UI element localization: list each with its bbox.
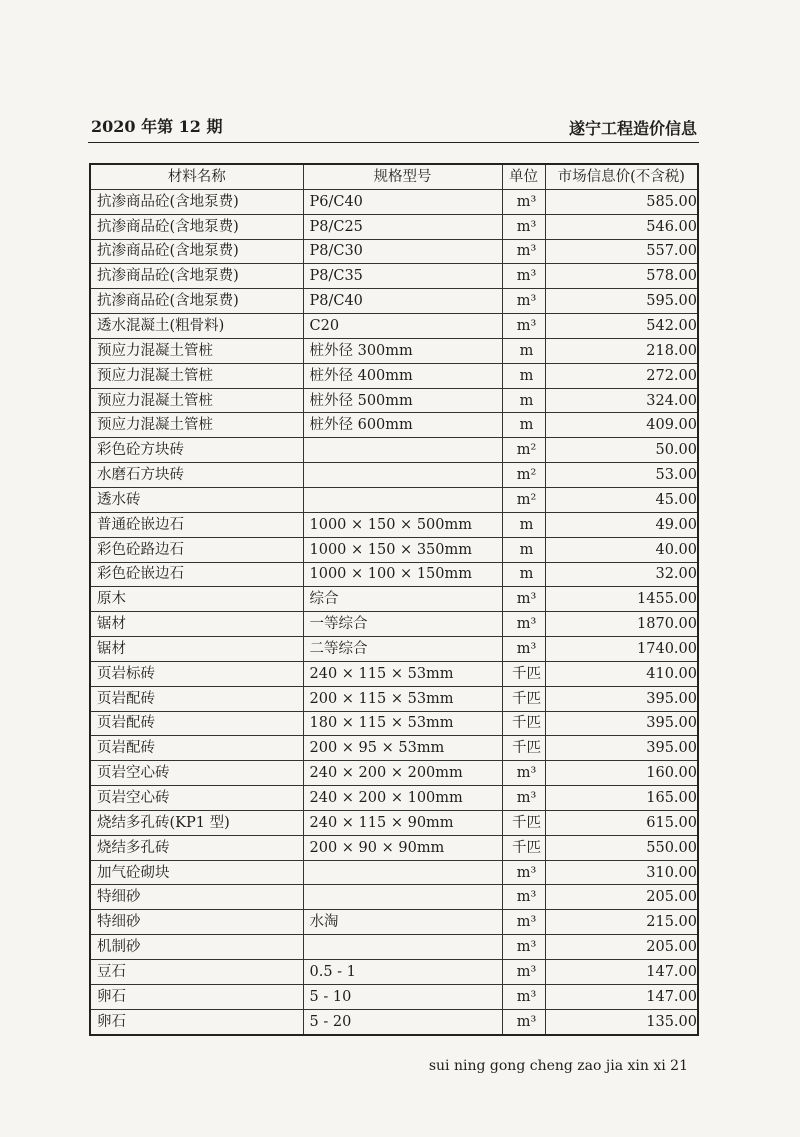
table-row	[90, 885, 698, 910]
cell-spec: 240 × 115 × 53mm	[303, 661, 502, 686]
table-row	[90, 463, 698, 488]
cell-price: 45.00	[545, 487, 698, 512]
cell-price: 215.00	[545, 910, 698, 935]
cell-material-name: 透水混凝土(粗骨料)	[90, 314, 303, 339]
header-divider	[88, 142, 699, 143]
cell-price: 585.00	[545, 189, 698, 214]
cell-material-name: 预应力混凝土管桩	[90, 413, 303, 438]
table-row	[90, 487, 698, 512]
cell-price: 53.00	[545, 463, 698, 488]
cell-material-name: 预应力混凝土管桩	[90, 363, 303, 388]
cell-unit: 千匹	[502, 810, 545, 835]
cell-material-name: 抗渗商品砼(含地泵费)	[90, 214, 303, 239]
table-row	[90, 612, 698, 637]
cell-price: 615.00	[545, 810, 698, 835]
cell-unit: m³	[502, 860, 545, 885]
cell-material-name: 锯材	[90, 637, 303, 662]
table-row	[90, 835, 698, 860]
cell-price: 557.00	[545, 239, 698, 264]
cell-material-name: 页岩配砖	[90, 711, 303, 736]
cell-price: 395.00	[545, 686, 698, 711]
cell-material-name: 烧结多孔砖	[90, 835, 303, 860]
cell-unit: m²	[502, 438, 545, 463]
cell-price: 1870.00	[545, 612, 698, 637]
cell-unit: m³	[502, 264, 545, 289]
cell-price: 395.00	[545, 736, 698, 761]
cell-material-name: 特细砂	[90, 885, 303, 910]
table-body	[90, 189, 698, 1034]
table-row	[90, 960, 698, 985]
cell-price: 1455.00	[545, 587, 698, 612]
table-row	[90, 810, 698, 835]
table-row	[90, 289, 698, 314]
cell-spec: 桩外径 300mm	[303, 338, 502, 363]
cell-material-name: 烧结多孔砖(KP1 型)	[90, 810, 303, 835]
cell-material-name: 卵石	[90, 1009, 303, 1034]
column-header-name: 材料名称	[90, 164, 303, 189]
cell-price: 160.00	[545, 761, 698, 786]
cell-spec	[303, 885, 502, 910]
cell-material-name: 抗渗商品砼(含地泵费)	[90, 264, 303, 289]
cell-price: 395.00	[545, 711, 698, 736]
table-row	[90, 189, 698, 214]
cell-material-name: 页岩配砖	[90, 686, 303, 711]
table-row	[90, 264, 698, 289]
cell-unit: m³	[502, 214, 545, 239]
cell-unit: m³	[502, 189, 545, 214]
cell-unit: m	[502, 388, 545, 413]
cell-spec: 200 × 90 × 90mm	[303, 835, 502, 860]
table-row	[90, 736, 698, 761]
cell-price: 32.00	[545, 562, 698, 587]
table-row	[90, 363, 698, 388]
table-row	[90, 587, 698, 612]
cell-price: 49.00	[545, 512, 698, 537]
cell-unit: 千匹	[502, 736, 545, 761]
table-row	[90, 239, 698, 264]
cell-spec: P6/C40	[303, 189, 502, 214]
table-header-row	[90, 164, 698, 189]
table-row	[90, 413, 698, 438]
table-row	[90, 314, 698, 339]
table-row	[90, 686, 698, 711]
cell-unit: m³	[502, 935, 545, 960]
cell-material-name: 豆石	[90, 960, 303, 985]
cell-unit: m³	[502, 761, 545, 786]
cell-spec: 1000 × 150 × 350mm	[303, 537, 502, 562]
cell-price: 578.00	[545, 264, 698, 289]
issue-label: 2020 年第 12 期	[91, 117, 223, 136]
cell-unit: m	[502, 512, 545, 537]
cell-material-name: 预应力混凝土管桩	[90, 338, 303, 363]
cell-material-name: 彩色砼嵌边石	[90, 562, 303, 587]
cell-material-name: 页岩空心砖	[90, 761, 303, 786]
table-row	[90, 562, 698, 587]
table-row	[90, 438, 698, 463]
column-header-spec: 规格型号	[303, 164, 502, 189]
cell-price: 1740.00	[545, 637, 698, 662]
cell-unit: 千匹	[502, 661, 545, 686]
cell-spec: 二等综合	[303, 637, 502, 662]
cell-unit: m²	[502, 487, 545, 512]
cell-unit: m	[502, 338, 545, 363]
cell-unit: m³	[502, 612, 545, 637]
cell-spec	[303, 860, 502, 885]
table-row	[90, 661, 698, 686]
cell-material-name: 抗渗商品砼(含地泵费)	[90, 189, 303, 214]
cell-spec: 0.5 - 1	[303, 960, 502, 985]
table-row	[90, 786, 698, 811]
table-row	[90, 860, 698, 885]
cell-material-name: 水磨石方块砖	[90, 463, 303, 488]
cell-unit: m³	[502, 637, 545, 662]
cell-spec: P8/C40	[303, 289, 502, 314]
cell-material-name: 彩色砼方块砖	[90, 438, 303, 463]
table-row	[90, 1009, 698, 1034]
cell-spec: 5 - 20	[303, 1009, 502, 1034]
cell-price: 550.00	[545, 835, 698, 860]
cell-unit: m³	[502, 239, 545, 264]
cell-spec	[303, 463, 502, 488]
cell-material-name: 页岩空心砖	[90, 786, 303, 811]
table-row	[90, 935, 698, 960]
cell-material-name: 原木	[90, 587, 303, 612]
cell-price: 542.00	[545, 314, 698, 339]
cell-spec: 1000 × 150 × 500mm	[303, 512, 502, 537]
cell-spec: 5 - 10	[303, 984, 502, 1009]
cell-spec: P8/C30	[303, 239, 502, 264]
cell-price: 50.00	[545, 438, 698, 463]
publication-title: 遂宁工程造价信息	[568, 119, 697, 138]
cell-material-name: 抗渗商品砼(含地泵费)	[90, 239, 303, 264]
cell-material-name: 机制砂	[90, 935, 303, 960]
cell-spec: 桩外径 500mm	[303, 388, 502, 413]
cell-spec: 一等综合	[303, 612, 502, 637]
cell-spec: P8/C35	[303, 264, 502, 289]
cell-price: 205.00	[545, 935, 698, 960]
cell-spec: 桩外径 400mm	[303, 363, 502, 388]
cell-unit: m	[502, 363, 545, 388]
table-row	[90, 711, 698, 736]
cell-price: 272.00	[545, 363, 698, 388]
cell-spec: 综合	[303, 587, 502, 612]
cell-unit: 千匹	[502, 835, 545, 860]
cell-unit: m³	[502, 786, 545, 811]
cell-unit: m³	[502, 289, 545, 314]
cell-unit: m³	[502, 1009, 545, 1034]
cell-material-name: 页岩标砖	[90, 661, 303, 686]
cell-unit: 千匹	[502, 686, 545, 711]
cell-price: 595.00	[545, 289, 698, 314]
cell-price: 410.00	[545, 661, 698, 686]
cell-spec	[303, 487, 502, 512]
cell-spec: 1000 × 100 × 150mm	[303, 562, 502, 587]
cell-material-name: 透水砖	[90, 487, 303, 512]
cell-unit: m	[502, 537, 545, 562]
cell-unit: m³	[502, 314, 545, 339]
cell-material-name: 彩色砼路边石	[90, 537, 303, 562]
cell-spec	[303, 935, 502, 960]
cell-spec: P8/C25	[303, 214, 502, 239]
cell-unit: m³	[502, 960, 545, 985]
cell-price: 135.00	[545, 1009, 698, 1034]
table-row	[90, 512, 698, 537]
cell-spec: 水淘	[303, 910, 502, 935]
cell-price: 324.00	[545, 388, 698, 413]
table-row	[90, 761, 698, 786]
table-row	[90, 388, 698, 413]
cell-unit: 千匹	[502, 711, 545, 736]
cell-material-name: 特细砂	[90, 910, 303, 935]
cell-spec: 240 × 200 × 200mm	[303, 761, 502, 786]
cell-spec	[303, 438, 502, 463]
cell-unit: m	[502, 562, 545, 587]
cell-price: 147.00	[545, 960, 698, 985]
table-row	[90, 338, 698, 363]
table-row	[90, 984, 698, 1009]
cell-material-name: 加气砼砌块	[90, 860, 303, 885]
cell-spec: 200 × 115 × 53mm	[303, 686, 502, 711]
cell-spec: C20	[303, 314, 502, 339]
cell-price: 310.00	[545, 860, 698, 885]
cell-material-name: 锯材	[90, 612, 303, 637]
cell-material-name: 页岩配砖	[90, 736, 303, 761]
cell-spec: 桩外径 600mm	[303, 413, 502, 438]
cell-material-name: 卵石	[90, 984, 303, 1009]
price-table	[89, 163, 699, 1036]
cell-spec: 240 × 115 × 90mm	[303, 810, 502, 835]
cell-unit: m³	[502, 984, 545, 1009]
cell-material-name: 普通砼嵌边石	[90, 512, 303, 537]
cell-unit: m³	[502, 910, 545, 935]
cell-unit: m³	[502, 885, 545, 910]
cell-unit: m	[502, 413, 545, 438]
cell-price: 147.00	[545, 984, 698, 1009]
cell-spec: 180 × 115 × 53mm	[303, 711, 502, 736]
cell-spec: 200 × 95 × 53mm	[303, 736, 502, 761]
cell-price: 546.00	[545, 214, 698, 239]
cell-material-name: 抗渗商品砼(含地泵费)	[90, 289, 303, 314]
cell-unit: m³	[502, 587, 545, 612]
cell-spec: 240 × 200 × 100mm	[303, 786, 502, 811]
table-row	[90, 214, 698, 239]
cell-unit: m²	[502, 463, 545, 488]
table-row	[90, 910, 698, 935]
column-header-price: 市场信息价(不含税)	[545, 164, 698, 189]
cell-price: 165.00	[545, 786, 698, 811]
cell-material-name: 预应力混凝土管桩	[90, 388, 303, 413]
cell-price: 205.00	[545, 885, 698, 910]
cell-price: 409.00	[545, 413, 698, 438]
page-footer: sui ning gong cheng zao jia xin xi 21	[428, 1058, 688, 1074]
cell-price: 218.00	[545, 338, 698, 363]
table-row	[90, 537, 698, 562]
cell-price: 40.00	[545, 537, 698, 562]
column-header-unit: 单位	[502, 164, 545, 189]
table-row	[90, 637, 698, 662]
